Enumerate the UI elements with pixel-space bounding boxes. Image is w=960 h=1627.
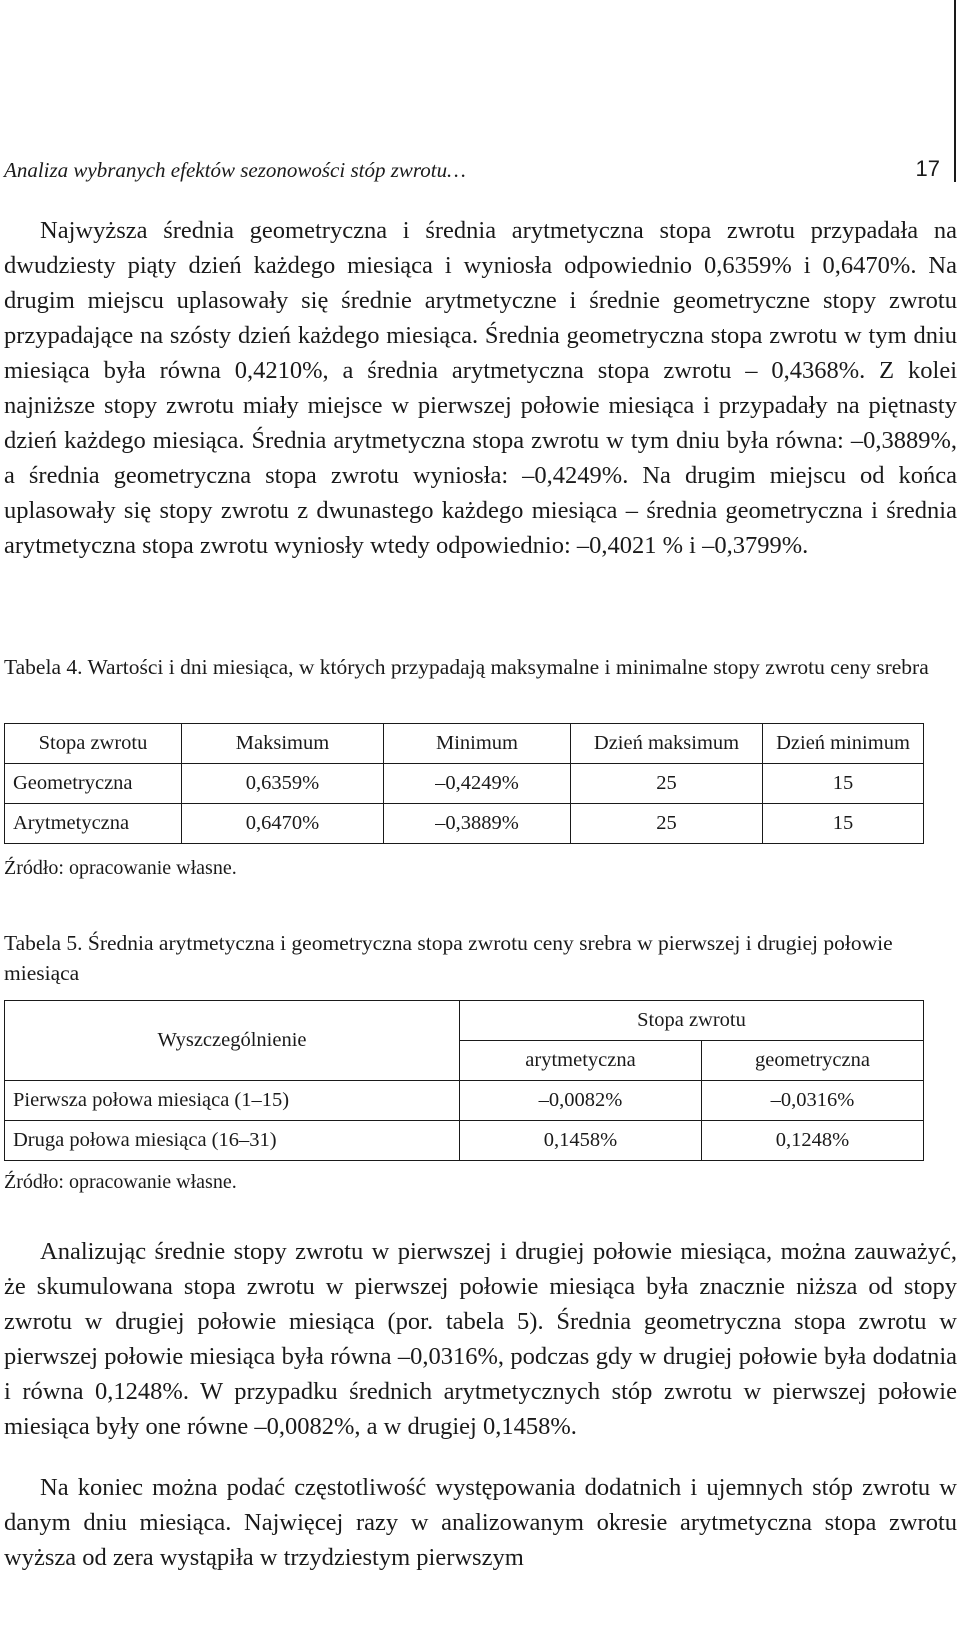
table-header-cell: Minimum [384,724,571,764]
table-cell: –0,0082% [460,1081,702,1121]
table-header-cell: Wyszczególnienie [5,1001,460,1081]
table-row [5,764,924,804]
table-header-row [5,724,924,764]
table5-source: Źródło: opracowanie własne. [4,1171,237,1193]
table-cell: 0,6359% [182,764,384,804]
running-header [4,158,944,190]
table-cell: 25 [571,804,763,844]
table-4 [4,723,924,844]
table-cell: 15 [763,764,924,804]
paragraph-2: Analizując średnie stopy zwrotu w pierwszej i drugiej połowie miesiąca, można zauważyć, że skumulowana stopa zwrotu w pierwszej połowie miesiąca była znacznie niższa od stopy zwrotu w drugiej połowie miesiąca (por. tabela 5). Średnia geometryczna stopa zwrotu w pierwszej połowie miesiąca była równa –0,0316%, podczas gdy w drugiej połowie była dodatnia i równa 0,1248%. W przypadku średnich arytmetycznych stóp zwrotu w pierwszej połowie miesiąca były one równe –0,0082%, a w drugiej 0,1458%. [4,1238,957,1440]
table-header-cell: Stopa zwrotu [460,1001,924,1041]
table4-source: Źródło: opracowanie własne. [4,857,237,879]
table4-caption: Tabela 4. Wartości i dni miesiąca, w których przypadają maksymalne i minimalne stopy zwrotu ceny srebra [4,655,929,679]
paragraph-3: Na koniec można podać częstotliwość występowania dodatnich i ujemnych stóp zwrotu w danym dniu miesiąca. Najwięcej razy w analizowanym okresie arytmetyczna stopa zwrotu wyższa od zera wystąpiła w trzydziestym pierwszym [4,1474,957,1571]
running-title: Analiza wybranych efektów sezonowości stóp zwrotu… [4,158,466,182]
table-header-row [5,1001,924,1041]
table-cell: 15 [763,804,924,844]
table-header-cell: Stopa zwrotu [5,724,182,764]
table-cell: 0,1458% [460,1121,702,1161]
table-row [5,804,924,844]
table-cell: –0,4249% [384,764,571,804]
table-cell: 0,1248% [702,1121,924,1161]
table-cell: Druga połowa miesiąca (16–31) [5,1121,460,1161]
table-header-cell: arytmetyczna [460,1041,702,1081]
page-number: 17 [915,156,940,181]
table-cell: Geometryczna [5,764,182,804]
table-header-cell: Maksimum [182,724,384,764]
table-5 [4,1000,924,1161]
table-header-cell: Dzień minimum [763,724,924,764]
table-cell: –0,3889% [384,804,571,844]
table-cell: Pierwsza połowa miesiąca (1–15) [5,1081,460,1121]
paragraph-1: Najwyższa średnia geometryczna i średnia arytmetyczna stopa zwrotu przypadała na dwudziesty piąty dzień każdego miesiąca i wyniosła odpowiednio 0,6359% i 0,6470%. Na drugim miejscu uplasowały się średnie arytmetyczne i średnie geometryczne stopy zwrotu przypadające na szósty dzień każdego miesiąca. Średnia geometryczna stopa zwrotu w tym dniu miesiąca była równa 0,4210%, a średnia arytmetyczna stopa zwrotu – 0,4368%. Z kolei najniższe stopy zwrotu miały miejsce w pierwszej połowie miesiąca i przypadały na piętnasty dzień każdego miesiąca. Średnia arytmetyczna stopa zwrotu w tym dniu była równa: –0,3889%, a średnia geometryczna stopa zwrotu wyniosła: –0,4249%. Na drugim miejscu od końca uplasowały się stopy zwrotu z dwunastego każdego miesiąca – średnia geometryczna i średnia arytmetyczna stopa zwrotu wyniosły wtedy odpowiednio: –0,4021 % i –0,3799%. [4,217,957,559]
table5-caption: Tabela 5. Średnia arytmetyczna i geometryczna stopa zwrotu ceny srebra w pierwszej i drugiej połowie miesiąca [4,931,893,985]
table-cell: 0,6470% [182,804,384,844]
table-header-cell: Dzień maksimum [571,724,763,764]
table-cell: Arytmetyczna [5,804,182,844]
table-row [5,1121,924,1161]
table-row [5,1081,924,1121]
margin-rule [954,0,956,182]
table-cell: –0,0316% [702,1081,924,1121]
table-cell: 25 [571,764,763,804]
table-header-cell: geometryczna [702,1041,924,1081]
